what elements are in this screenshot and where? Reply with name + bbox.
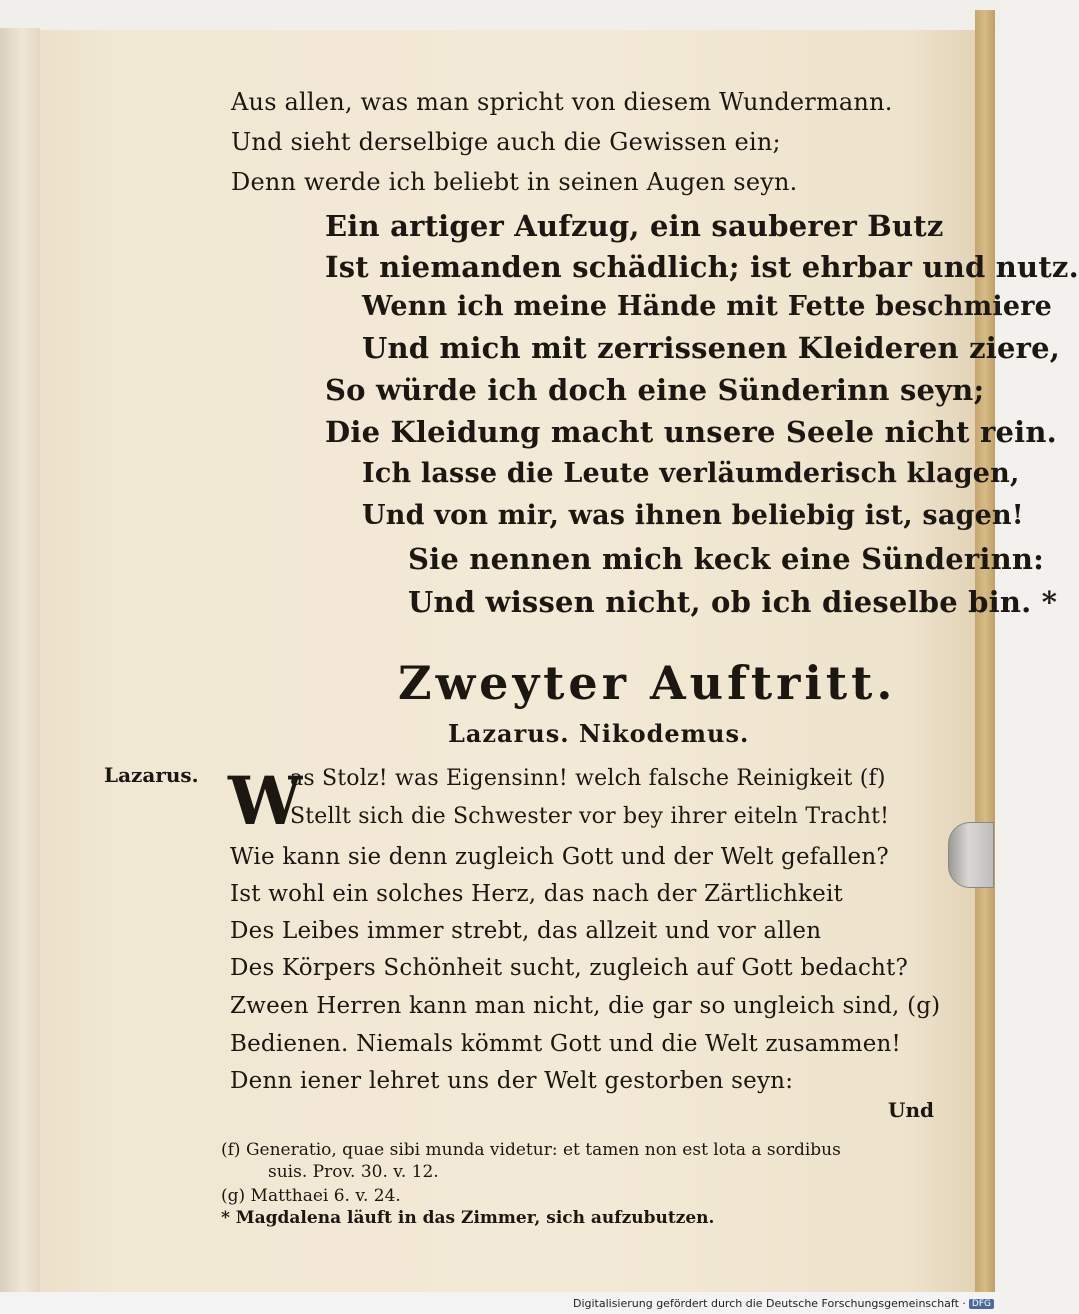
scan-background-top [0,0,1000,30]
verse-line: Ist wohl ein solches Herz, das nach der Zärtlichkeit [230,881,843,907]
verse-line: Sie nennen mich keck eine Sünderinn: [408,542,1045,576]
speaker-name: Lazarus. [104,763,199,787]
footnote-line: (g) Matthaei 6. v. 24. [221,1186,401,1206]
digitization-credit: Digitalisierung gefördert durch die Deutsche Forschungsgemeinschaft · DFG [573,1297,994,1310]
footnote-line: (f) Generatio, quae sibi munda videtur: et tamen non est lota a sordibus [221,1140,841,1160]
scene-characters: Lazarus. Nikodemus. [448,719,750,748]
verse-line: as Stolz! was Eigensinn! welch falsche Reinigkeit (f) [290,766,886,791]
drop-cap: W [228,762,303,840]
footnote-line: suis. Prov. 30. v. 12. [268,1162,439,1182]
verse-line: Ist niemanden schädlich; ist ehrbar und nutz. [325,250,1079,284]
verse-line: Und sieht derselbige auch die Gewissen ein; [231,128,781,156]
left-page-edge [0,28,40,1314]
verse-line: Wenn ich meine Hände mit Fette beschmiere [362,291,1053,322]
verse-line: So würde ich doch eine Sünderinn seyn; [325,373,985,407]
verse-line: Denn iener lehret uns der Welt gestorben seyn: [230,1068,794,1094]
right-page-edge [975,10,995,1292]
verse-line: Ich lasse die Leute verläumderisch klagen, [362,458,1020,489]
scene-heading: Zweyter Auftritt. [398,656,897,710]
verse-line: Des Körpers Schönheit sucht, zugleich auf Gott bedacht? [230,955,909,981]
verse-line: Und mich mit zerrissenen Kleideren ziere, [362,331,1061,365]
verse-line: Bedienen. Niemals kömmt Gott und die Welt zusammen! [230,1031,902,1057]
page-marker-tab [948,822,994,888]
verse-line: Und wissen nicht, ob ich dieselbe bin. * [408,585,1058,619]
credit-text: Digitalisierung gefördert durch die Deutsche Forschungsgemeinschaft [572,1297,959,1310]
footnote-line: * Magdalena läuft in das Zimmer, sich aufzubutzen. [221,1208,715,1228]
verse-line: Des Leibes immer strebt, das allzeit und vor allen [230,918,822,944]
verse-line: Aus allen, was man spricht von diesem Wundermann. [231,88,893,116]
verse-line: Und von mir, was ihnen beliebig ist, sagen! [362,500,1024,531]
verse-line: Ein artiger Aufzug, ein sauberer Butz [325,209,944,243]
dfg-logo: DFG [969,1299,994,1309]
verse-line: Wie kann sie denn zugleich Gott und der Welt gefallen? [230,844,889,870]
verse-line: Zween Herren kann man nicht, die gar so ungleich sind, (g) [230,993,941,1019]
verse-line: Die Kleidung macht unsere Seele nicht rein. [325,415,1057,449]
verse-line: Stellt sich die Schwester vor bey ihrer eiteln Tracht! [290,804,890,829]
catchword: Und [888,1098,934,1122]
verse-line: Denn werde ich beliebt in seinen Augen seyn. [231,168,798,196]
